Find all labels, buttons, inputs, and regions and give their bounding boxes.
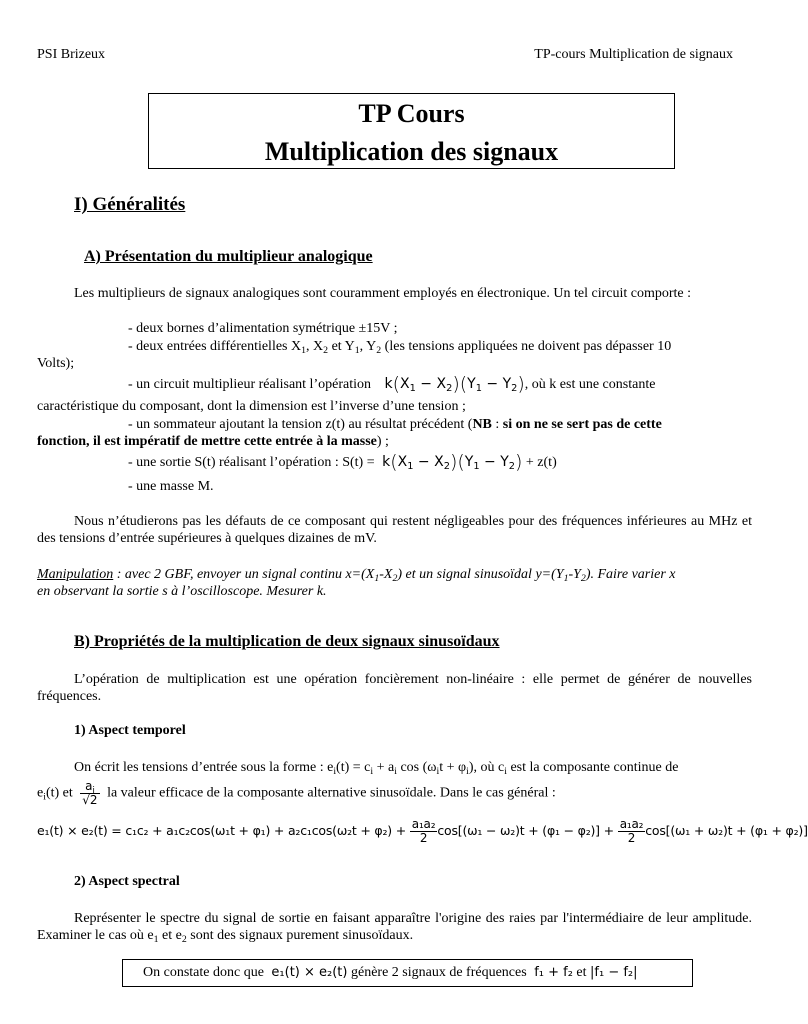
product-formula: e₁(t) × e₂(t) = c₁c₂ + a₁c₂cos(ω₁t + φ₁) + a₂c₁cos(ω₂t + φ₂) + $\frac{\text{a₁a₂}}{2}$ cos[(ω₁ − ω₂)t + (φ₁ − φ₂)] + $\frac{\text{a₁a₂}}{2}$ cos[(ω₁ + ω₂)t + (φ₁ + φ₂)] bbox=[37, 817, 808, 845]
subsection-heading-b: B) Propriétés de la multiplication de deux signaux sinusoïdaux bbox=[74, 633, 500, 650]
intro-paragraph: Les multiplieurs de signaux analogiques sont couramment employés en électronique. Un tel circuit comporte : bbox=[74, 286, 691, 301]
list-item-masse: - une masse M. bbox=[128, 479, 214, 494]
temporal-line-2: $e_i(t)$ et $\frac{a_i}{√2}$ la valeur efficace de la composante alternative sinusoïdale. Dans le cas général : bbox=[37, 779, 556, 807]
formula-fraction-1: $\frac{\text{a₁a₂}}{2}$ bbox=[411, 817, 436, 845]
manipulation-line-1: Manipulation : avec 2 GBF, envoyer un signal continu $x=(X_1-X_2)$ et un signal sinusoïdal $y=(Y_1-Y_2)$. Faire varier x bbox=[37, 567, 676, 584]
sortie-formula: $k(X_1 - X_2)(Y_1 - Y_2)$ bbox=[382, 451, 523, 473]
heading-aspect-spectral: 2) Aspect spectral bbox=[74, 874, 180, 889]
list-item-multiplieur: - un circuit multiplieur réalisant l’opération $k(X_1 - X_2)(Y_1 - Y_2)$, où k est une constante bbox=[128, 373, 656, 395]
title-line-1: TP Cours bbox=[358, 99, 465, 128]
conclusion-box: On constate donc que e₁(t) × e₂(t) génère 2 signaux de fréquences f₁ + f₂ et |f₁ − f₂| bbox=[122, 959, 693, 987]
subsection-heading-a: A) Présentation du multiplieur analogique bbox=[84, 248, 373, 265]
list-item-sommateur-cont: fonction, il est impératif de mettre cette entrée à la masse) ; bbox=[37, 434, 389, 449]
title-box bbox=[148, 93, 675, 169]
subsection-b-intro: L’opération de multiplication est une opération foncièrement non-linéaire : elle permet de générer de nouvelles fréquences. bbox=[37, 672, 752, 704]
temporal-line-1: On écrit les tensions d’entrée sous la forme : $e_i(t) = c_i + a_i$ $\cos (\omega_it + \varphi_i)$, où $c_i$ est la composante continue de bbox=[74, 760, 679, 777]
efficace-fraction: $\frac{a_i}{√2}$ bbox=[82, 779, 98, 807]
list-item-entrees-cont: Volts); bbox=[37, 356, 75, 371]
list-item-alimentation: - deux bornes d’alimentation symétrique ±15V ; bbox=[128, 321, 398, 336]
heading-aspect-temporel: 1) Aspect temporel bbox=[74, 723, 186, 738]
list-item-multiplieur-cont: caractéristique du composant, dont la dimension est l’inverse d’une tension ; bbox=[37, 399, 466, 414]
list-item-entrees: - deux entrées différentielles $X_1$, $X_2$ et $Y_1$, $Y_2$ (les tensions appliquées ne doivent pas dépasser 10 bbox=[128, 339, 672, 356]
operation-k-formula: $k(X_1 - X_2)(Y_1 - Y_2)$ bbox=[384, 373, 525, 395]
title-line-2: Multiplication des signaux bbox=[264, 137, 559, 166]
list-item-sortie: - une sortie S(t) réalisant l’opération : $S(t) = k(X_1 - X_2)(Y_1 - Y_2) + z(t)$ bbox=[128, 451, 557, 473]
list-item-sommateur: - un sommateur ajoutant la tension z(t) au résultat précédent (NB : si on ne se sert pas de cette bbox=[128, 417, 662, 432]
header-left: PSI Brizeux bbox=[37, 47, 106, 62]
section-heading-generalites: I) Généralités bbox=[74, 194, 186, 215]
manipulation-line-2: en observant la sortie s à l’oscilloscope. Mesurer k. bbox=[37, 584, 327, 599]
defects-paragraph: Nous n’étudierons pas les défauts de ce composant qui restent négligeables pour des fréquences inférieures au MHz et des tensions d’entrée supérieures à quelques dizaines de mV. bbox=[37, 514, 752, 546]
formula-fraction-2: $\frac{\text{a₁a₂}}{2}$ bbox=[619, 817, 644, 845]
header-right: TP-cours Multiplication de signaux bbox=[534, 47, 733, 62]
spectral-paragraph: Représenter le spectre du signal de sortie en faisant apparaître l'origine des raies par l'intermédiaire de leur amplitude. Examiner le cas où $e_1$ et $e_2$ sont des signaux purement sinusoïdaux. bbox=[37, 911, 752, 945]
